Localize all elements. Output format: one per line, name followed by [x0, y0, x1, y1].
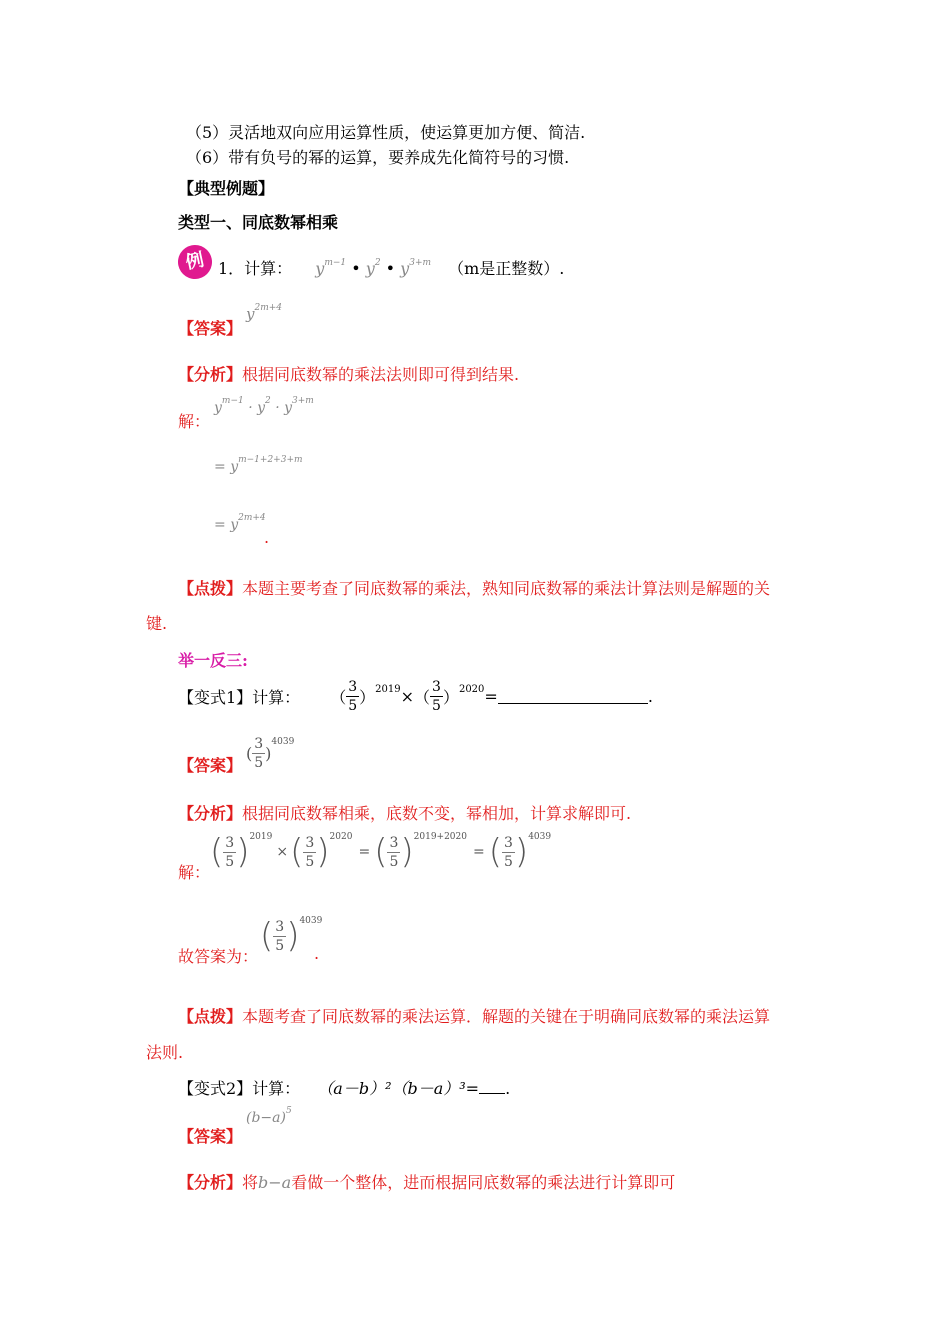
answer-3-value: $(b-a)^5$ — [246, 1106, 292, 1126]
solve-1-step-2: = $y^{2m+4}$ — [214, 513, 266, 533]
example-1-expression: $y^{m-1}$ • $y^2$ • $y^{3+m}$ — [315, 258, 432, 278]
variant-1-question: 【变式1】计算： （ $\frac{3}{5}$ ） $^{2019}$ × （ $\frac{3}{5}$ ） $^{2020}$ = . — [178, 679, 653, 714]
solve-1-period: . — [264, 528, 270, 547]
example-1-question — [218, 256, 564, 279]
answer-blank[interactable] — [498, 689, 648, 704]
solve-1-label: 解： — [178, 412, 211, 431]
answer-3-label: 【答案】 — [178, 1127, 243, 1146]
answer-1-label: 【答案】 — [178, 319, 243, 338]
tip-1-cont: 键. — [146, 614, 168, 633]
analysis-1: 【分析】根据同底数幂的乘法法则即可得到结果. — [178, 365, 520, 384]
tip-2: 【点拨】本题考查了同底数幂的乘法运算．解题的关键在于明确同底数幂的乘法运算 — [178, 1007, 771, 1026]
solve-2-label: 解： — [178, 863, 211, 882]
tip-2-cont: 法则. — [146, 1043, 184, 1062]
type-heading: 类型一、同底数幂相乘 — [178, 213, 339, 232]
variant-2-label: 【变式2】计算： — [178, 1079, 301, 1098]
solve-2-expression: ( $\frac{3}{5}$ ) $^{2019}$ × ( $\frac{3}{5}$ ) $^{2020}$ = ( $\frac{3}{5}$ ) $^{2019+2020}$ = ( $\frac{3}{5}$ ) $^{4039}$ — [210, 832, 552, 872]
line-5: （5）灵活地双向应用运算性质，使运算更加方便、简洁. — [186, 123, 586, 142]
fraction: $\frac{3}{5}$ — [432, 679, 441, 714]
section-heading: 【典型例题】 — [178, 179, 275, 198]
example-badge-icon: 例 — [175, 242, 215, 282]
so-answer-period: . — [314, 944, 320, 963]
analysis-2: 【分析】根据同底数幂相乘，底数不变，幂相加，计算求解即可. — [178, 804, 632, 823]
answer-2-label: 【答案】 — [178, 756, 243, 775]
fraction: $\frac{3}{5}$ — [348, 679, 358, 714]
example-1-number: 1．计算： — [218, 259, 293, 278]
so-answer-value: ( $\frac{3}{5}$ ) $^{4039}$ — [260, 916, 323, 956]
variant-1-label: 【变式1】计算： — [178, 688, 301, 707]
variant-2-expression: （a－b）²（b－a）³= — [317, 1079, 480, 1098]
example-1-condition: （m是正整数）. — [448, 259, 565, 278]
answer-blank[interactable] — [479, 1079, 505, 1094]
tip-1: 【点拨】本题主要考查了同底数幂的乘法，熟知同底数幂的乘法计算法则是解题的关 — [178, 579, 771, 598]
solve-1-step-1: = $y^{m-1+2+3+m}$ — [214, 455, 303, 475]
line-6: （6）带有负号的幂的运算，要养成先化简符号的习惯. — [186, 148, 570, 167]
practice-heading: 举一反三: — [178, 651, 248, 670]
answer-1-value: $y^{2m+4}$ — [246, 303, 283, 323]
variant-2-question: 【变式2】计算： （a－b）²（b－a）³= . — [178, 1079, 511, 1098]
answer-2-value: ( $\frac{3}{5}$ ) $^{4039}$ — [246, 736, 295, 771]
so-answer-label: 故答案为： — [178, 947, 259, 966]
analysis-3: 【分析】将b−a看做一个整体，进而根据同底数幂的乘法进行计算即可 — [178, 1173, 676, 1192]
solve-1-step-0: $y^{m-1} \cdot y^2 \cdot y^{3+m}$ — [214, 396, 314, 416]
